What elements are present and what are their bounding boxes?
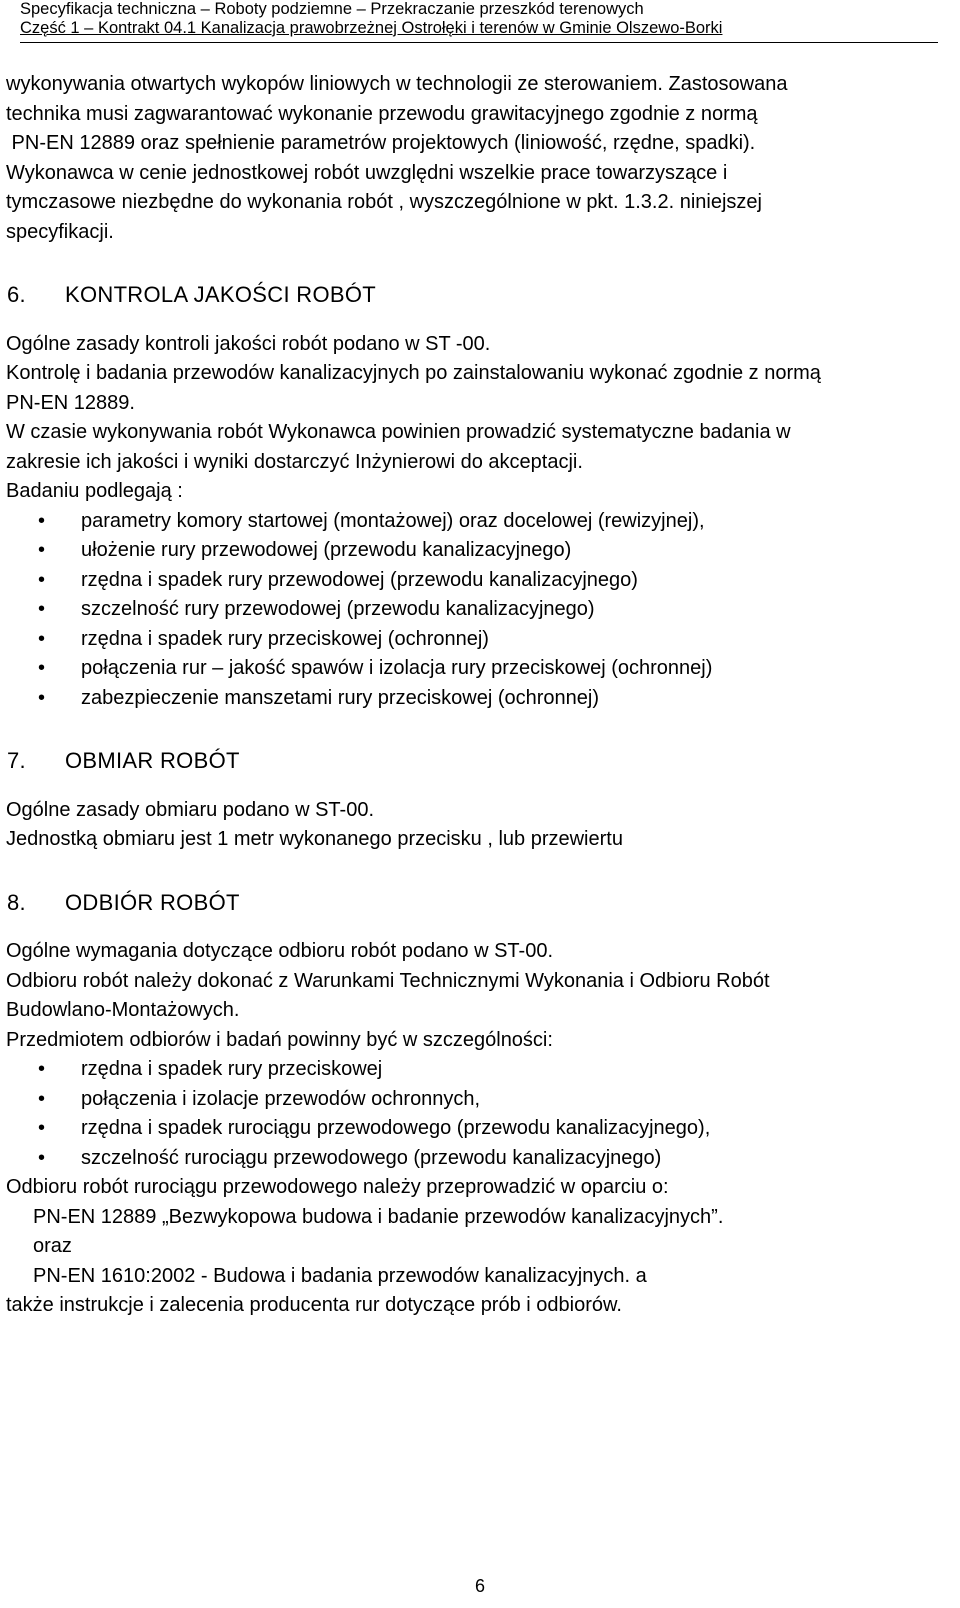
list-item: • połączenia i izolacje przewodów ochronnych, [6, 1085, 946, 1115]
text-line: Odbioru robót rurociągu przewodowego należy przeprowadzić w oparciu o: [6, 1176, 669, 1198]
bullet-icon: • [38, 1058, 46, 1080]
header-divider [20, 42, 938, 43]
document-body [6, 70, 946, 1321]
list-item: • szczelność rury przewodowej (przewodu kanalizacyjnego) [6, 595, 946, 625]
text-line: PN-EN 12889. [6, 391, 135, 414]
inspection-list [6, 507, 946, 714]
header-subtitle: Część 1 – Kontrakt 04.1 Kanalizacja prawobrzeżnej Ostrołęki i terenów w Gminie Olszewo-Borki [20, 19, 723, 37]
section-title: KONTROLA JAKOŚCI ROBÓT [65, 282, 376, 307]
text-line: Przedmiotem odbiorów i badań powinny być w szczególności: [6, 1028, 553, 1051]
text-line: W czasie wykonywania robót Wykonawca powinien prowadzić systematyczne badania w [6, 421, 791, 443]
section-number: 8. [7, 889, 26, 915]
list-item: • rzędna i spadek rury przewodowej (przewodu kanalizacyjnego) [6, 566, 946, 596]
text-line: wykonywania otwartych wykopów liniowych w technologii ze sterowaniem. Zastosowana [6, 73, 788, 95]
text-line: Budowlano-Montażowych. [6, 999, 240, 1021]
bullet-icon: • [38, 1087, 46, 1110]
section-heading-7 [6, 746, 946, 776]
list-item: • ułożenie rury przewodowej (przewodu kanalizacyjnego) [6, 536, 946, 566]
text-line: Odbioru robót należy dokonać z Warunkami Technicznymi Wykonania i Odbioru Robót [6, 969, 770, 992]
text-line: także instrukcje i zalecenia producenta rur dotyczące prób i odbiorów. [6, 1294, 622, 1316]
acceptance-list [6, 1055, 946, 1173]
intro-paragraph [6, 70, 946, 247]
bullet-icon: • [38, 1117, 46, 1139]
text-line: Jednostką obmiaru jest 1 metr wykonanego przecisku , lub przewiertu [6, 828, 623, 850]
text-line: specyfikacji. [6, 220, 114, 243]
text-line: Kontrolę i badania przewodów kanalizacyjnych po zainstalowaniu wykonać zgodnie z normą [6, 362, 821, 384]
page-number: 6 [474, 1576, 485, 1596]
bullet-icon: • [38, 509, 46, 532]
list-item: • szczelność rurociągu przewodowego (przewodu kanalizacyjnego) [6, 1144, 946, 1174]
bullet-icon: • [38, 657, 46, 679]
text-line: Ogólne zasady kontroli jakości robót podano w ST -00. [6, 332, 491, 355]
list-item: • rzędna i spadek rurociągu przewodowego (przewodu kanalizacyjnego), [6, 1114, 946, 1144]
bullet-icon: • [38, 598, 46, 620]
text-line: PN-EN 12889 oraz spełnienie parametrów projektowych (liniowość, rzędne, spadki). [6, 132, 756, 154]
text-line: Ogólne zasady obmiaru podano w ST-00. [6, 798, 374, 821]
section-title: ODBIÓR ROBÓT [65, 889, 240, 915]
bullet-icon: • [38, 1146, 46, 1169]
section-title: OBMIAR ROBÓT [65, 748, 240, 773]
text-line: tymczasowe niezbędne do wykonania robót , wyszczególnione w pkt. 1.3.2. niniejszej [6, 191, 762, 213]
standard-reference: PN-EN 1610:2002 - Budowa i badania przewodów kanalizacyjnych. a [33, 1264, 647, 1287]
list-item: • rzędna i spadek rury przeciskowej (ochronnej) [6, 625, 946, 655]
list-item: • rzędna i spadek rury przeciskowej [6, 1055, 946, 1085]
section-number: 6. [7, 282, 26, 307]
bullet-icon: • [38, 539, 46, 561]
standard-reference: PN-EN 12889 „Bezwykopowa budowa i badanie przewodów kanalizacyjnych”. [33, 1205, 724, 1228]
list-item: • zabezpieczenie manszetami rury przeciskowej (ochronnej) [6, 684, 946, 714]
text-line: Wykonawca w cenie jednostkowej robót uwzględni wszelkie prace towarzyszące i [6, 161, 728, 184]
text-line: technika musi zagwarantować wykonanie przewodu grawitacyjnego zgodnie z normą [6, 102, 758, 125]
text-line: oraz [33, 1235, 72, 1257]
list-item: • parametry komory startowej (montażowej) oraz docelowej (rewizyjnej), [6, 507, 946, 537]
bullet-icon: • [38, 568, 46, 591]
header-title: Specyfikacja techniczna – Roboty podziemne – Przekraczanie przeszkód terenowych [20, 0, 644, 18]
bullet-icon: • [38, 627, 46, 650]
text-line: Badaniu podlegają : [6, 480, 183, 502]
section-heading-6 [6, 280, 946, 310]
list-item: • połączenia rur – jakość spawów i izolacja rury przeciskowej (ochronnej) [6, 654, 946, 684]
text-line: Ogólne wymagania dotyczące odbioru robót podano w ST-00. [6, 940, 554, 962]
section-heading-8 [6, 888, 946, 918]
bullet-icon: • [38, 686, 46, 709]
text-line: zakresie ich jakości i wyniki dostarczyć Inżynierowi do akceptacji. [6, 450, 583, 473]
section-number: 7. [7, 748, 26, 773]
page-header [20, 0, 938, 43]
